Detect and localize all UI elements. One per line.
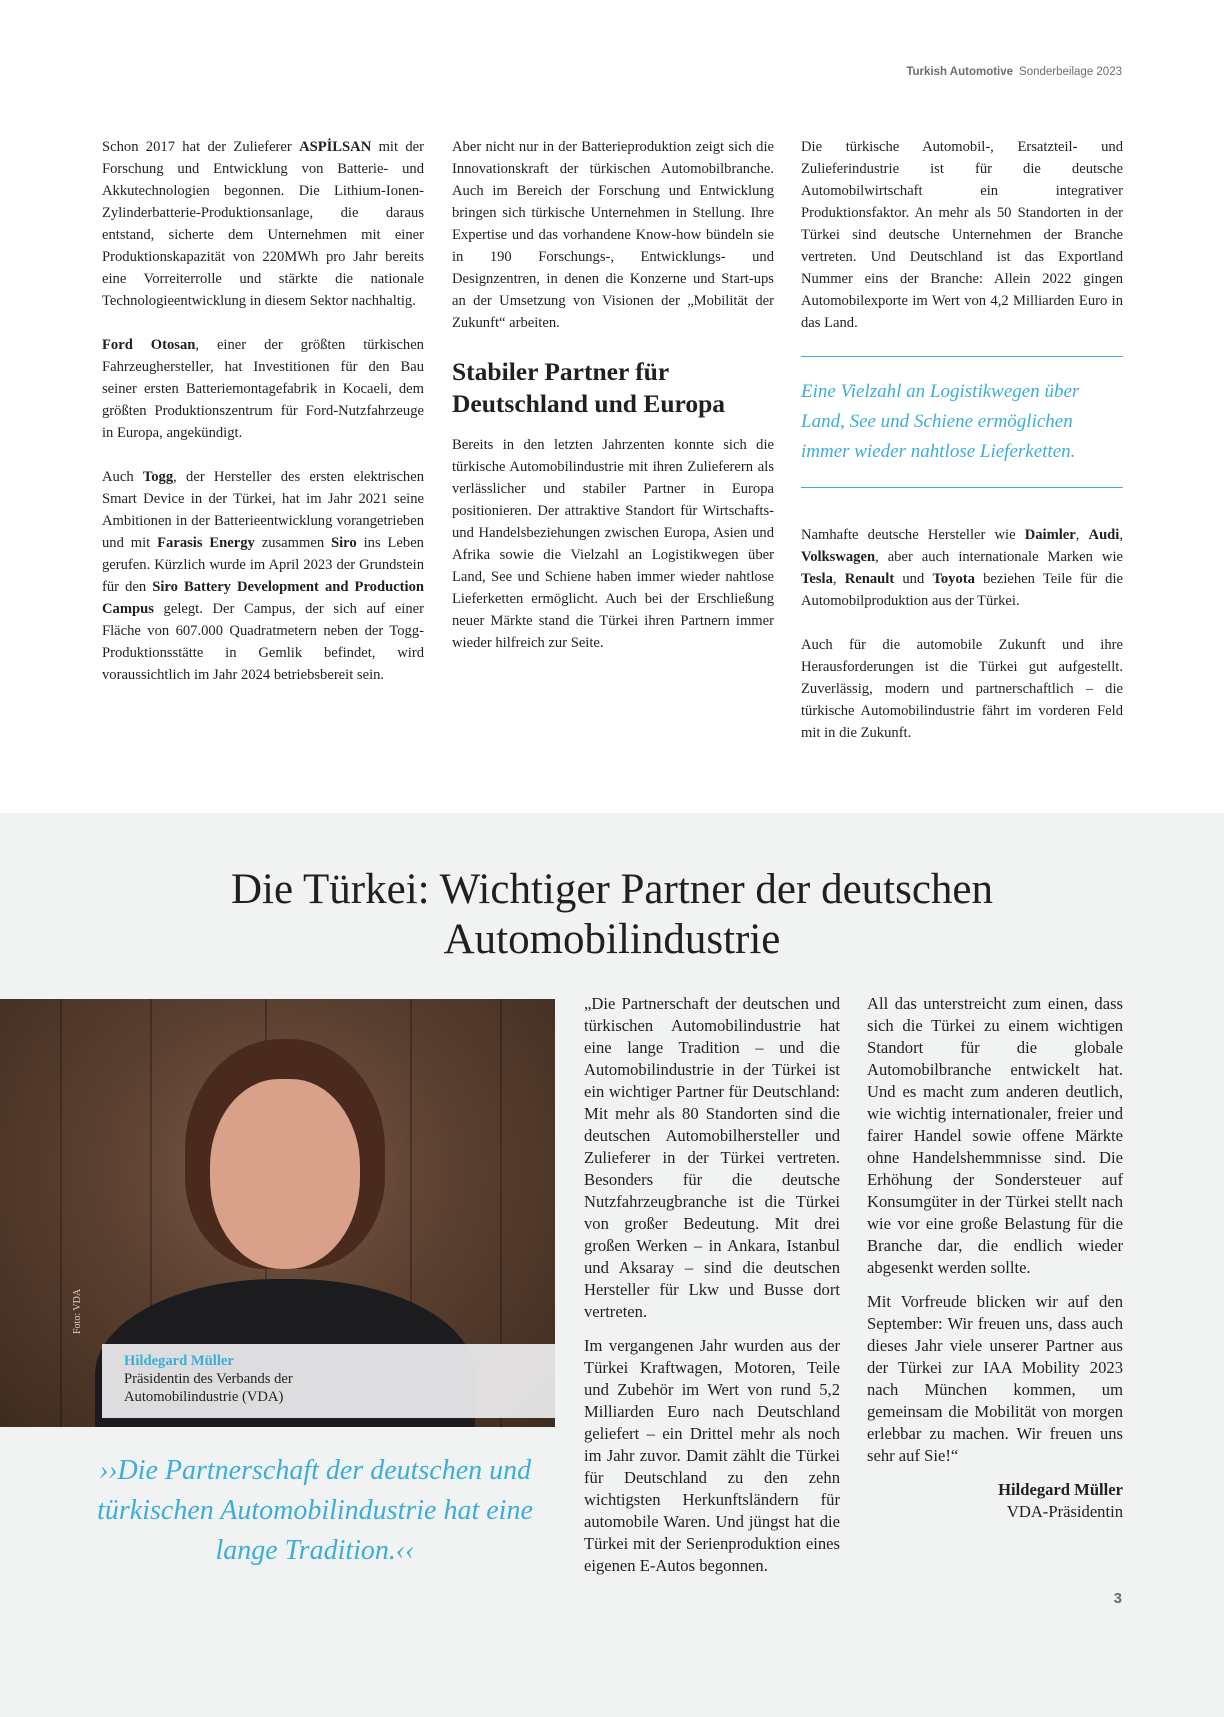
- signature: [867, 1479, 1123, 1523]
- paragraph: Aber nicht nur in der Batterieproduktion zeigt sich die Innovationskraft der türkischen Automobilbranche. Auch im Bereich der Forschung und Entwicklung bringen sich türkische Unternehmen in Stellung. Ihre Expertise und das vorhandene Know-how bündeln sie in 190 Forschungs-, Entwicklungs- und Designzentren, in denen die Konzerne und Start-ups an der Umsetzung von Visionen der „Mobilität der Zukunft“ arbeiten.: [452, 139, 774, 331]
- photo-caption: [102, 1344, 555, 1418]
- article-column-1: [102, 136, 424, 708]
- caption-name: Hildegard Müller: [124, 1353, 234, 1369]
- paragraph: Namhafte deutsche Hersteller wie Daimler, Audi, Volkswagen, aber auch internationale Marken wie Tesla, Renault und Toyota beziehen Teile für die Automobilproduktion aus der Türkei.: [801, 527, 1124, 609]
- caption-role: Automobilindustrie (VDA): [124, 1389, 284, 1405]
- paragraph: Die türkische Automobil-, Ersatzteil- und Zulieferindustrie ist für die deutsche Automobilwirtschaft ein integrativer Produktionsfaktor. An mehr als 50 Standorten in der Türkei sind deutsche Unternehmen der Branche vertreten. Und Deutschland ist das Exportland Nummer eins der Branche: Allein 2022 gingen Automobilexporte im Wert von 4,2 Milliarden Euro in das Land.: [801, 139, 1123, 331]
- panel-title: Die Türkei: Wichtiger Partner der deutschen Automobilindustrie: [230, 866, 994, 963]
- paragraph: Ford Otosan, einer der größten türkischen Fahrzeughersteller, hat Investitionen für den Bau seiner ersten Batteriemontagefabrik in Kocaeli, dem größten Produktionszentrum für Ford-Nutzfahrzeuge in Europa, angekündigt.: [102, 337, 424, 441]
- interview-column-1: [584, 993, 840, 1589]
- article-column-2: [452, 136, 774, 676]
- signature-title: VDA-Präsidentin: [1006, 1502, 1123, 1521]
- running-header: [906, 66, 1122, 78]
- photo-credit: Foto: VDA: [72, 1288, 83, 1334]
- header-issue: Sonderbeilage 2023: [1019, 66, 1122, 78]
- signature-name: Hildegard Müller: [998, 1480, 1123, 1499]
- paragraph: Schon 2017 hat der Zulieferer ASPİLSAN mit der Forschung und Entwicklung von Batterie- und Akkutechnologien begonnen. Die Lithium-Ionen-Zylinderbatterie-Produktionsanlage, die daraus entstand, sicherte dem Unternehmen mit einer Produktionskapazität von 220MWh pro Jahr bereits eine Vorreiterrolle und stärkte die nationale Technologieentwicklung in diesem Sektor nachhaltig.: [102, 139, 424, 309]
- article-column-3: [801, 136, 1123, 766]
- page-number: 3: [1113, 1590, 1122, 1607]
- paragraph: „Die Partnerschaft der deutschen und türkischen Automobilindustrie hat eine lange Tradition – und die Automobilindustrie in der Türkei ist ein wichtiger Partner für Deutschland: Mit mehr als 80 Standorten sind die deutschen Automobilhersteller und Zulieferer in der Türkei vertreten. Besonders für die deutsche Nutzfahrzeugbranche ist die Türkei von großer Bedeutung. Mit drei großen Werken – in Ankara, Istanbul und Aksaray – sind die deutschen Hersteller für Lkw und Busse dort vertreten.: [584, 994, 840, 1321]
- interview-column-2: [867, 993, 1123, 1523]
- caption-role: Präsidentin des Verbands der: [124, 1371, 293, 1387]
- interview-panel: [0, 813, 1224, 1717]
- paragraph: Mit Vorfreude blicken wir auf den September: Wir freuen uns, dass auch dieses Jahr viele unserer Partner aus der Türkei zur IAA Mobility 2023 nach München kommen, um gemeinsam die Mobilität von morgen erlebbar zu machen. Wir freuen uns sehr auf Sie!“: [867, 1292, 1123, 1465]
- paragraph: All das unterstreicht zum einen, dass sich die Türkei zu einem wichtigen Standort für die globale Automobilbranche entwickelt hat. Und es macht zum anderen deutlich, wie wichtig internationaler, freier und fairer Handel sowie offene Märkte ohne Handelshemmnisse sind. Die Erhöhung der Sondersteuer auf Konsumgüter in der Türkei stellt nach wie vor eine große Belastung für die Branche dar, die endlich wieder abgesenkt werden sollte.: [867, 994, 1123, 1277]
- paragraph: Auch Togg, der Hersteller des ersten elektrischen Smart Device in der Türkei, hat im Jahr 2021 seine Ambitionen in der Batterieentwicklung vorangetrieben und mit Farasis Energy zusammen Siro ins Leben gerufen. Kürzlich wurde im April 2023 der Grundstein für den Siro Battery Development and Production Campus gelegt. Der Campus, der sich auf einer Fläche von 607.000 Quadratmetern neben der Togg-Produktionsstätte in Gemlik befindet, wird voraussichtlich im Jahr 2024 betriebsbereit sein.: [102, 469, 425, 683]
- header-brand: Turkish Automotive: [906, 66, 1014, 78]
- paragraph: Bereits in den letzten Jahrzenten konnte sich die türkische Automobilindustrie mit ihren Zulieferern als verlässlicher und stabiler Partner in Europa positionieren. Der attraktive Standort für Wirtschafts- und Handelsbeziehungen zwischen Europa, Asien und Afrika sowie die Vielzahl an Logistikwegen über Land, See und Schiene haben immer wieder nahtlose Lieferketten ermöglicht. Auch bei der Erschließung neuer Märkte stand die Türkei ihren Partnern immer wieder hilfreich zur Seite.: [452, 437, 774, 651]
- pull-quote: Eine Vielzahl an Logistikwegen über Land, See und Schiene ermöglichen immer wieder nahtlose Lieferketten.: [801, 356, 1123, 488]
- paragraph: Im vergangenen Jahr wurden aus der Türkei Kraftwagen, Motoren, Teile und Zubehör im Wert von rund 5,2 Milliarden Euro nach Deutschland geliefert – ein Drittel mehr als noch im Jahr zuvor. Damit zählt die Türkei für Deutschland zu den zehn wichtigsten Herkunftsländern für automobile Waren. Und jüngst hat die Türkei mit der Serienproduktion eines eigenen E-Autos begonnen.: [584, 1336, 840, 1575]
- paragraph: Auch für die automobile Zukunft und ihre Herausforderungen ist die Türkei gut aufgestellt. Zuverlässig, modern und partnerschaftlich – die türkische Automobilindustrie fährt im vorderen Feld mit in die Zukunft.: [801, 637, 1123, 741]
- highlight-quote: ››Die Partnerschaft der deutschen und türkischen Automobilindustrie hat eine lange Tradition.‹‹: [97, 1455, 533, 1566]
- section-heading: Stabiler Partner für Deutschland und Europa: [452, 357, 726, 418]
